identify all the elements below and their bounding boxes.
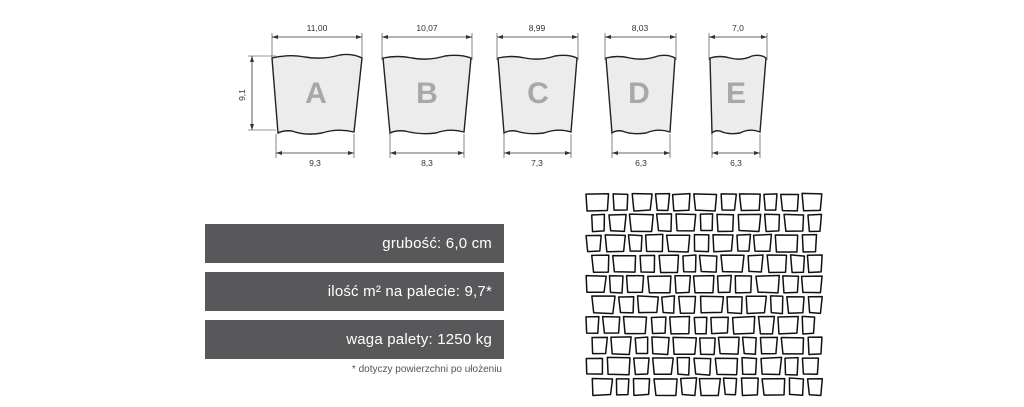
pattern-stone: [626, 276, 643, 293]
pattern-stone: [775, 235, 797, 252]
pattern-stone: [675, 276, 690, 293]
stone-e-top-width: 7,0: [732, 23, 744, 33]
pattern-stone: [609, 276, 623, 293]
thickness-spec: grubość: 6,0 cm: [205, 224, 504, 263]
pattern-stone: [694, 276, 714, 293]
stone-c-letter: C: [527, 77, 549, 110]
pattern-stone: [784, 214, 804, 231]
pattern-stone: [746, 296, 766, 313]
pattern-stone: [717, 214, 733, 231]
pattern-stone: [616, 379, 628, 395]
pattern-stone: [738, 214, 760, 231]
pattern-stone: [764, 194, 777, 210]
stone-dimensions-diagram: [0, 0, 1024, 180]
pattern-stone: [762, 379, 785, 395]
pattern-stone: [652, 337, 669, 354]
pattern-stone: [727, 297, 742, 314]
pattern-stone: [619, 297, 634, 313]
pattern-stone: [802, 235, 816, 252]
pattern-stone: [733, 316, 755, 334]
pattern-stone: [683, 255, 696, 272]
pattern-stone: [759, 317, 775, 334]
pattern-stone: [765, 214, 780, 231]
pattern-stone: [611, 337, 631, 355]
pattern-stone: [783, 276, 799, 293]
pattern-stone: [767, 255, 786, 272]
pattern-stone: [633, 379, 649, 396]
pattern-stone: [771, 296, 783, 314]
pattern-stone: [715, 358, 737, 375]
pattern-stone: [699, 379, 720, 396]
pattern-stone: [701, 296, 724, 313]
pattern-stone: [699, 255, 716, 272]
laying-pattern-diagram: [584, 191, 828, 401]
pattern-stone: [586, 194, 609, 211]
pattern-stone: [802, 316, 814, 334]
pattern-stone: [592, 214, 605, 231]
stone-b-letter: B: [416, 77, 438, 110]
pattern-stone: [670, 317, 690, 334]
area-per-pallet-spec: ilość m² na palecie: 9,7*: [205, 272, 504, 311]
pattern-stone: [756, 276, 779, 293]
pattern-stone: [694, 358, 711, 375]
pattern-stone: [785, 358, 798, 375]
pattern-stone: [741, 378, 758, 396]
pattern-stone: [673, 194, 690, 211]
stone-c-bottom-width: 7,3: [531, 158, 543, 168]
pattern-stone: [657, 214, 672, 231]
pattern-stone: [694, 235, 708, 252]
pattern-stone: [781, 338, 803, 354]
pattern-stone: [807, 255, 822, 273]
pattern-stone: [586, 276, 606, 293]
pattern-stone: [635, 337, 647, 353]
pattern-stone: [592, 378, 612, 395]
pattern-stone: [735, 276, 751, 293]
pattern-stone: [739, 194, 760, 211]
pattern-stone: [613, 194, 628, 210]
stone-e-bottom-width: 6,3: [730, 158, 742, 168]
pattern-stone: [592, 337, 607, 353]
stone-a-top-width: 11,00: [306, 23, 328, 33]
pattern-stone: [781, 194, 799, 211]
stone-d: [605, 23, 676, 168]
pattern-stone: [662, 296, 675, 313]
pattern-stone: [791, 255, 805, 273]
pattern-stone: [653, 358, 674, 374]
pattern-stone: [721, 194, 736, 210]
pattern-stone: [673, 337, 696, 354]
stone-b-bottom-width: 8,3: [421, 158, 433, 168]
pattern-stone: [694, 194, 717, 211]
pattern-stone: [586, 358, 602, 374]
pattern-stone: [648, 276, 671, 293]
pattern-stone: [667, 235, 690, 252]
pattern-stone: [754, 234, 772, 251]
pattern-stone: [586, 235, 601, 251]
pattern-stone: [760, 337, 777, 353]
pattern-stone: [634, 358, 649, 375]
stone-b: [382, 23, 472, 168]
stone-d-letter: D: [628, 77, 650, 110]
pattern-stone: [761, 357, 782, 374]
pattern-stone: [718, 337, 739, 354]
stone-a-letter: A: [305, 77, 327, 110]
height-dimension: [237, 56, 276, 130]
pattern-stone: [676, 214, 696, 231]
stone-d-bottom-width: 6,3: [635, 158, 647, 168]
pattern-stone: [737, 235, 751, 252]
pattern-stone: [605, 235, 625, 252]
pattern-stone: [700, 214, 712, 231]
pattern-stone: [787, 297, 804, 314]
pattern-stone: [743, 337, 757, 354]
pattern-stone: [679, 296, 696, 313]
pattern-stone: [656, 194, 670, 211]
pattern-stone: [808, 379, 823, 396]
stone-a: [272, 23, 362, 168]
pattern-stone: [592, 255, 609, 272]
stone-e-letter: E: [725, 77, 747, 110]
pattern-stone: [742, 358, 756, 375]
pattern-stone: [659, 255, 678, 272]
pattern-stone: [651, 317, 665, 334]
pattern-stone: [607, 357, 630, 374]
pattern-stone: [609, 214, 626, 231]
pattern-stone: [628, 235, 641, 251]
pattern-stone: [681, 378, 697, 396]
pattern-stone: [700, 338, 715, 354]
height-label: 9,1: [237, 89, 247, 101]
pattern-stone: [723, 378, 736, 395]
pattern-stone: [654, 379, 677, 396]
footnote: * dotyczy powierzchni po ułożeniu: [351, 364, 502, 375]
pattern-stone: [629, 214, 653, 231]
pattern-stone: [586, 317, 599, 334]
pattern-stone: [613, 256, 636, 273]
pattern-stone: [778, 317, 798, 334]
pattern-stone: [638, 296, 659, 313]
pattern-stone: [646, 234, 663, 251]
pattern-stone: [748, 255, 763, 272]
pallet-weight-spec: waga palety: 1250 kg: [205, 320, 504, 359]
pattern-stone: [802, 276, 822, 293]
pattern-stone: [694, 317, 707, 334]
pattern-stone: [802, 358, 818, 374]
pattern-stone: [640, 255, 654, 272]
stone-b-top-width: 10,07: [416, 23, 438, 33]
pattern-stone: [623, 317, 646, 334]
stone-c-top-width: 8,99: [528, 23, 546, 33]
pattern-stone: [789, 378, 803, 395]
pattern-stone: [713, 235, 733, 252]
pattern-stone: [721, 255, 744, 272]
pattern-stone: [592, 296, 615, 314]
stone-c: [497, 23, 578, 168]
pattern-stone: [711, 317, 728, 333]
pattern-stone: [603, 317, 620, 334]
pattern-stone: [802, 193, 822, 210]
pattern-stone: [677, 358, 689, 375]
stone-d-top-width: 8,03: [631, 23, 649, 33]
pattern-stone: [632, 194, 652, 211]
pattern-stone: [808, 214, 822, 231]
pattern-stone: [808, 337, 822, 354]
stone-e: [709, 23, 767, 168]
stone-a-bottom-width: 9,3: [309, 158, 321, 168]
pattern-stone: [718, 275, 732, 292]
pattern-stone: [808, 297, 822, 314]
